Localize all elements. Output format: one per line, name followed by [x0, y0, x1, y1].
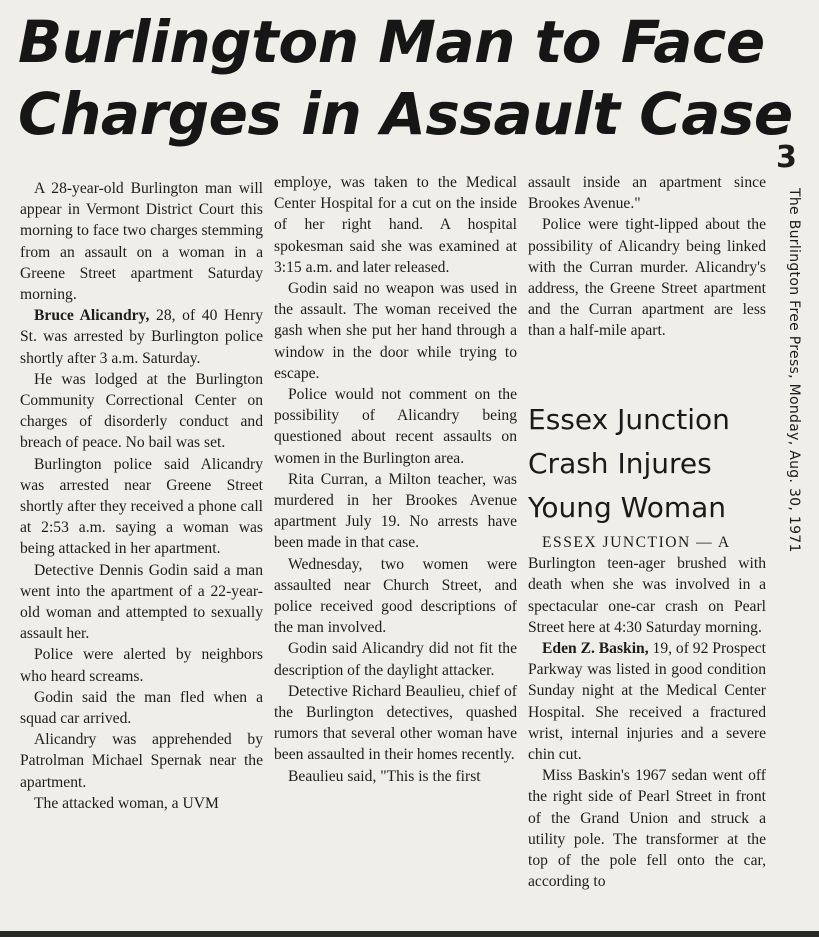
article-column-2 — [274, 172, 517, 787]
article-column-3 — [528, 172, 766, 342]
subheadline-line-2: Crash Injures — [528, 447, 712, 480]
subheadline — [528, 398, 768, 530]
paragraph: Alicandry was apprehended by Patrolman Michael Spernak near the apartment. — [20, 731, 263, 791]
paragraph — [528, 638, 766, 765]
paragraph: Beaulieu said, "This is the first — [288, 767, 481, 785]
dateline: The Burlington Free Press, Monday, Aug. 30, 1971 — [786, 188, 802, 553]
paragraph: Police were tight-lipped about the possibility of Alicandry being linked with the Curran murder. Alicandry's address, the Greene Street apartment and the Curran apartment are less than a half-mile apart. — [528, 216, 766, 340]
paragraph: Detective Richard Beaulieu, chief of the Burlington detectives, quashed rumors that several other woman have been assaulted in their homes recently. — [274, 682, 517, 764]
paragraph: Detective Dennis Godin said a man went into the apartment of a 22-year-old woman and attempted to sexually assault her. — [20, 561, 263, 643]
paragraph: Godin said Alicandry did not fit the description of the daylight attacker. — [274, 640, 517, 679]
headline-line-1: Burlington Man to Face — [18, 8, 765, 76]
paragraph: Police were alerted by neighbors who heard screams. — [20, 646, 263, 685]
paragraph: employe, was taken to the Medical Center Hospital for a cut on the inside of her right hand. A hospital spokesman said she was examined at 3:15 a.m. and later released. — [274, 174, 517, 276]
paragraph: Miss Baskin's 1967 sedan went off the right side of Pearl Street in front of the Grand Union and struck a utility pole. The transformer at the top of the pole fell onto the car, according to — [528, 767, 766, 891]
subheadline-line-1: Essex Junction — [528, 403, 730, 436]
paragraph: assault inside an apartment since Brookes Avenue." — [528, 174, 766, 213]
paragraph-text: 19, of 92 Prospect Parkway was listed in good condition Sunday night at the Medical Center Hospital. She received a fractured wrist, internal injuries and a severe chin cut. — [528, 640, 767, 764]
paragraph: Wednesday, two women were assaulted near Church Street, and police received good descriptions of the man involved. — [274, 555, 517, 637]
paragraph: Police would not comment on the possibility of Alicandry being questioned about recent assaults on women in the Burlington area. — [274, 386, 517, 467]
paragraph: Burlington police said Alicandry was arrested near Greene Street shortly after they received a phone call at 2:53 a.m. saying a woman was being attacked in her apartment. — [20, 455, 263, 558]
paragraph: He was lodged at the Burlington Community Correctional Center on charges of disorderly conduct and breach of peace. No bail was set. — [20, 370, 263, 452]
paragraph — [20, 305, 263, 369]
bold-name: Eden Z. Baskin, — [542, 640, 649, 658]
paragraph: The attacked woman, a UVM — [34, 794, 219, 812]
paragraph: A 28-year-old Burlington man will appear in Vermont District Court this morning to face two charges stemming from an assault on a woman in a Greene Street apartment Saturday morning. — [20, 180, 263, 304]
paragraph-text: 28, of 40 Henry St. was arrested by Burlington police shortly after 3 a.m. Saturday. — [20, 307, 264, 367]
page-number: 3 — [776, 140, 797, 175]
article-column-1 — [20, 178, 263, 814]
article-column-3-story-2 — [528, 532, 766, 892]
byline: ESSEX JUNCTION — A — [542, 534, 731, 551]
paragraph: Burlington teen-ager brushed with death when she was involved in a spectacular one-car crash on Pearl Street here at 4:30 Saturday morning. — [528, 555, 766, 636]
bold-name: Bruce Alicandry, — [34, 307, 150, 325]
paragraph: Rita Curran, a Milton teacher, was murdered in her Brookes Avenue apartment July 19. No arrests have been made in that case. — [274, 470, 517, 552]
subheadline-line-3: Young Woman — [528, 491, 727, 524]
paragraph: Godin said no weapon was used in the assault. The woman received the gash when she put her hand through a window in the door while trying to escape. — [274, 280, 517, 382]
headline — [18, 6, 793, 150]
bottom-rule — [0, 931, 819, 937]
paragraph: Godin said the man fled when a squad car arrived. — [20, 688, 263, 728]
headline-line-2: Charges in Assault Case — [18, 80, 793, 148]
